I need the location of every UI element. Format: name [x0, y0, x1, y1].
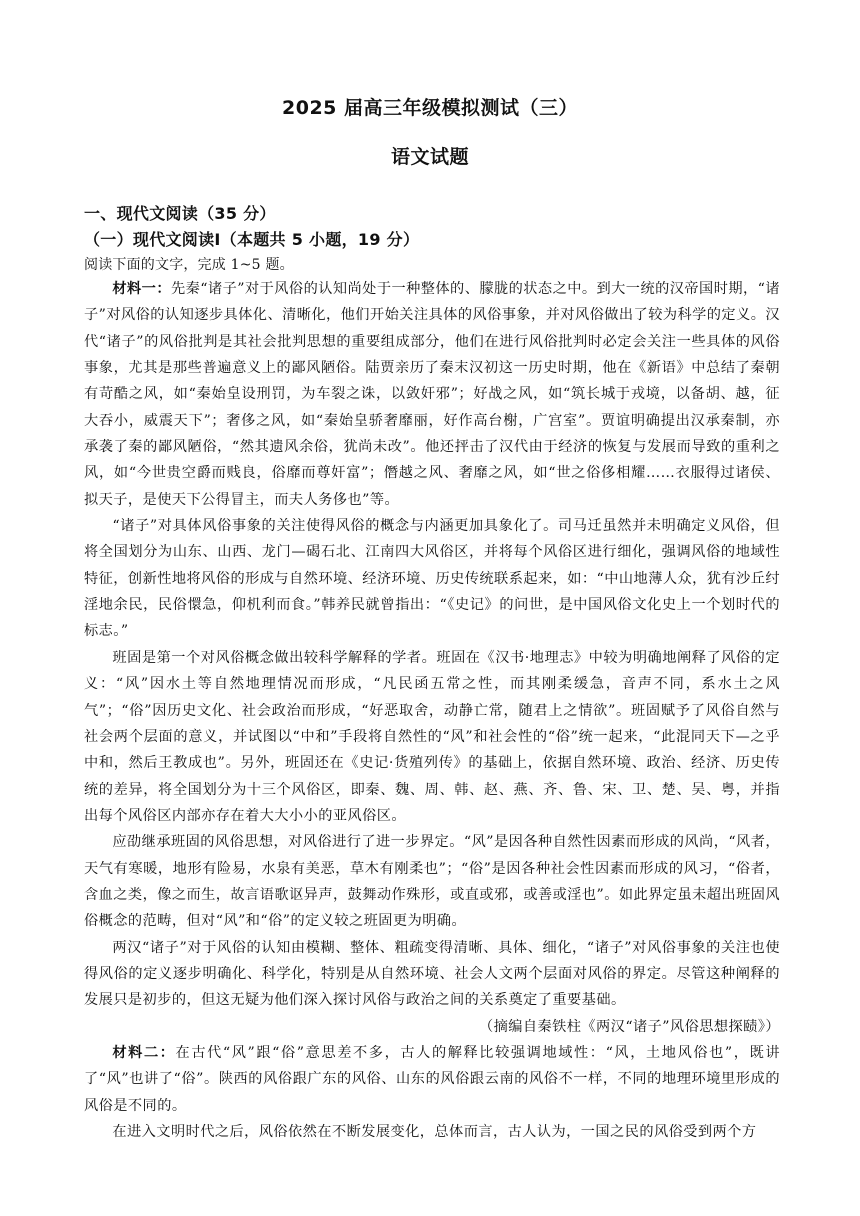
- exam-title: 2025 届高三年级模拟测试（三）: [282, 97, 578, 119]
- paragraph: 班固是第一个对风俗概念做出较科学解释的学者。班固在《汉书·地理志》中较为明确地阐释了风俗的定义：“风”因水土等自然地理情况而形成，“凡民函五常之性，而其刚柔缓急，音声不同，系水土之风气”；“俗”因历史文化、社会政治而形成，“好恶取舍，动静亡常，随君上之情欲”。班固赋予了风俗自然与社会两个层面的意义，并试图以“中和”手段将自然性的“风”和社会性的“俗”统一起来，“此混同天下—之乎中和，然后王教成也”。另外，班固还在《史记·货殖列传》的基础上，依据自然环境、政治、经济、历史传统的差异，将全国划分为十三个风俗区，即秦、魏、周、韩、赵、燕、齐、鲁、宋、卫、楚、吴、粤，并指出每个风俗区内部亦存在着大大小小的亚风俗区。: [84, 649, 780, 824]
- material2-label: 材料二：: [112, 1044, 176, 1061]
- paragraph: 在进入文明时代之后，风俗依然在不断发展变化，总体而言，古人认为，一国之民的风俗受到两个方: [112, 1124, 757, 1140]
- section-heading: 一、现代文阅读（35 分）: [84, 204, 276, 223]
- material1-paragraph: [84, 276, 780, 513]
- paragraph: 两汉“诸子”对于风俗的认知由模糊、整体、粗疏变得清晰、具体、细化，“诸子”对风俗事象的关注也使得风俗的定义逐步明确化、科学化，特别是从自然环境、社会人文两个层面对风俗的界定。尽管这种阐释的发展只是初步的，但这无疑为他们深入探讨风俗与政治之间的关系奠定了重要基础。: [84, 939, 780, 1009]
- exam-subtitle: 语文试题: [390, 146, 469, 168]
- paragraph: “诸子”对具体风俗事象的关注使得风俗的概念与内涵更加具象化了。司马迁虽然并未明确定义风俗，但将全国划分为山东、山西、龙门—碣石北、江南四大风俗区，并将每个风俗区进行细化，强调风俗的地域性特征，创新性地将风俗的形成与自然环境、经济环境、历史传统联系起来，如：“中山地薄人众，犹有沙丘纣淫地余民，民俗懁急，仰机利而食。”韩养民就曾指出：“《史记》的问世，是中国风俗文化史上一个划时代的标志。”: [84, 518, 780, 640]
- reading-passage: [84, 276, 780, 1145]
- source-citation: （摘编自秦铁柱《两汉“诸子”风俗思想探赜》）: [478, 1018, 780, 1035]
- subsection-heading: （一）现代文阅读Ⅰ（本题共 5 小题，19 分）: [84, 230, 420, 249]
- paragraph-text: 先秦“诸子”对于风俗的认知尚处于一种整体的、朦胧的状态之中。到大一统的汉帝国时期，“诸子”对风俗的认知逐步具体化、清晰化，他们开始关注具体的风俗事象，并对风俗做出了较为科学的定义。汉代“诸子”的风俗批判是其社会批判思想的重要组成部分，他们在进行风俗批判时必定会关注一些具体的风俗事象，尤其是那些普遍意义上的鄙风陋俗。陆贾亲历了秦末汉初这一历史时期，他在《新语》中总结了秦朝有苛酷之风，如“秦始皇设刑罚，为车裂之诛，以敛奸邪”；好战之风，如“筑长城于戎境，以备胡、越，征大吞小，威震天下”；奢侈之风，如“秦始皇骄奢靡丽，好作高台榭，广宫室”。贾谊明确提出汉承秦制，亦承袭了秦的鄙风陋俗，“然其遗风余俗，犹尚未改”。他还抨击了汉代由于经济的恢复与发展而导致的重利之风，如“今世贵空爵而贱良，俗靡而尊奸富”；僭越之风、奢靡之风，如“世之俗侈相耀……衣服得过诸侯、拟天子，是使天下公得冒主，而夫人务侈也”等。: [84, 281, 780, 508]
- paragraph: 应劭继承班固的风俗思想，对风俗进行了进一步界定。“风”是因各种自然性因素而形成的风尚，“风者，天气有寒暖，地形有险易，水泉有美恶，草木有刚柔也”；“俗”是因各种社会性因素而形成的风习，“俗者，含血之类，像之而生，故言语歌讴异声，鼓舞动作殊形，或直或邪，或善或淫也”。如此界定虽未超出班固风俗概念的范畴，但对“风”和“俗”的定义较之班固更为明确。: [84, 834, 780, 930]
- material2-paragraph: [84, 1040, 780, 1119]
- instruction-text: 阅读下面的文字，完成 1~5 题。: [84, 257, 294, 273]
- material1-label: 材料一：: [112, 281, 171, 297]
- paragraph-text: 在古代“风”跟“俗”意思差不多，古人的解释比较强调地域性：“风，土地风俗也”，既讲了“风”也讲了“俗”。陕西的风俗跟广东的风俗、山东的风俗跟云南的风俗不一样，不同的地理环境里形成的风俗是不同的。: [84, 1044, 780, 1114]
